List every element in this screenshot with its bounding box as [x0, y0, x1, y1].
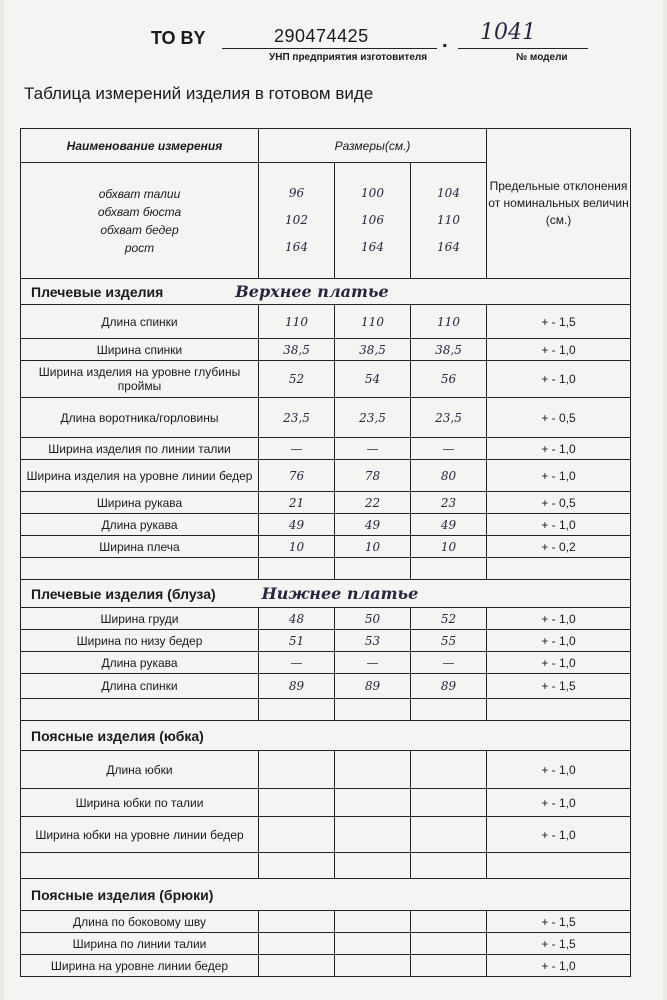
section-header [21, 879, 631, 911]
size-value [335, 853, 411, 879]
size-value: 89 [259, 674, 335, 699]
tolerance-value: + - 1,0 [487, 608, 631, 630]
table-row [21, 699, 631, 721]
section-header [21, 721, 631, 751]
size-3-bust: 110 [437, 213, 460, 227]
size-value [259, 817, 335, 853]
table-row [21, 514, 631, 536]
section-title: Плечевые изделия (блуза) [31, 586, 216, 602]
section-note: Нижнее платье [261, 584, 419, 603]
size-2-waist: 100 [361, 186, 384, 200]
separator-dot: . [442, 30, 448, 52]
size-value [259, 789, 335, 817]
tolerance-value: + - 0,5 [487, 398, 631, 438]
table-row [21, 933, 631, 955]
size-value: 76 [259, 460, 335, 492]
size-value: 38,5 [411, 339, 487, 361]
tolerance-value: + - 1,5 [487, 674, 631, 699]
size-value [335, 699, 411, 721]
measurement-name: Ширина изделия по линии талии [21, 438, 259, 460]
size-value [259, 853, 335, 879]
size-value [335, 955, 411, 977]
tolerance-value: + - 1,5 [487, 911, 631, 933]
size-value: 38,5 [259, 339, 335, 361]
size-value [411, 699, 487, 721]
table-row [21, 955, 631, 977]
size-value: 10 [259, 536, 335, 558]
size-value: 52 [411, 608, 487, 630]
size-value: 23,5 [335, 398, 411, 438]
size-1-waist: 96 [288, 186, 305, 200]
deviation-header: Предельные отклонения от номинальных величин (см.) [487, 129, 631, 279]
size-value: 89 [335, 674, 411, 699]
size-value: 52 [259, 361, 335, 398]
table-row [21, 460, 631, 492]
size-value [411, 933, 487, 955]
size-value [335, 911, 411, 933]
measurement-name [21, 558, 259, 580]
size-value: 50 [335, 608, 411, 630]
tolerance-value: + - 1,0 [487, 652, 631, 674]
section-header [21, 580, 631, 608]
measurement-name [21, 853, 259, 879]
size-value [259, 955, 335, 977]
size-value [411, 558, 487, 580]
measurement-name: Ширина груди [21, 608, 259, 630]
size-value [259, 699, 335, 721]
size-value: 55 [411, 630, 487, 652]
size-value: 89 [411, 674, 487, 699]
measurement-table [20, 128, 631, 977]
measurement-name: Ширина юбки на уровне линии бедер [21, 817, 259, 853]
tolerance-value: + - 0,2 [487, 536, 631, 558]
table-row [21, 911, 631, 933]
table-title: Таблица измерений изделия в готовом виде [24, 84, 374, 103]
size-value: — [411, 438, 487, 460]
tolerance-value: + - 1,0 [487, 460, 631, 492]
measurement-name: Длина спинки [21, 674, 259, 699]
size-value: 23 [411, 492, 487, 514]
size-col-2 [335, 163, 411, 279]
size-2-bust: 106 [361, 213, 384, 227]
size-value: 21 [259, 492, 335, 514]
measurement-name: Ширина юбки по талии [21, 789, 259, 817]
table-row [21, 652, 631, 674]
size-value: 110 [335, 305, 411, 339]
size-value: 49 [411, 514, 487, 536]
size-value [259, 911, 335, 933]
size-value: 48 [259, 608, 335, 630]
size-value [411, 955, 487, 977]
size-value: 23,5 [411, 398, 487, 438]
size-value [335, 751, 411, 789]
measurement-name: Ширина по низу бедер [21, 630, 259, 652]
measurement-name: Ширина по линии талии [21, 933, 259, 955]
table-row [21, 789, 631, 817]
table-row [21, 558, 631, 580]
measurement-name: Ширина рукава [21, 492, 259, 514]
tolerance-value [487, 558, 631, 580]
tolerance-value: + - 1,5 [487, 933, 631, 955]
size-value: 110 [411, 305, 487, 339]
unp-underline [222, 48, 437, 49]
table-row [21, 339, 631, 361]
size-2-height: 164 [361, 240, 384, 254]
table-row [21, 751, 631, 789]
tolerance-value: + - 0,5 [487, 492, 631, 514]
size-value: 49 [335, 514, 411, 536]
tolerance-value: + - 1,0 [487, 817, 631, 853]
size-value: 49 [259, 514, 335, 536]
size-1-height: 164 [285, 240, 308, 254]
size-value: — [411, 652, 487, 674]
tolerance-value: + - 1,0 [487, 361, 631, 398]
table-row [21, 817, 631, 853]
size-value [411, 789, 487, 817]
table-row [21, 438, 631, 460]
size-value [411, 751, 487, 789]
size-value: 54 [335, 361, 411, 398]
name-header: Наименование измерения [21, 129, 259, 163]
section-note: Верхнее платье [235, 282, 389, 301]
unp-caption: УНП предприятия изготовителя [269, 52, 428, 63]
size-value [411, 853, 487, 879]
section-title: Поясные изделия (юбка) [31, 727, 204, 744]
measurement-name [21, 699, 259, 721]
measurement-name: Ширина спинки [21, 339, 259, 361]
size-value: — [259, 652, 335, 674]
size-value: 10 [335, 536, 411, 558]
param-hips: обхват бедер [100, 222, 179, 237]
size-value: 23,5 [259, 398, 335, 438]
sizes-header: Размеры(см.) [259, 129, 487, 163]
tolerance-value: + - 1,0 [487, 751, 631, 789]
tolerance-value [487, 699, 631, 721]
size-value [411, 911, 487, 933]
size-value: — [335, 652, 411, 674]
tolerance-value: + - 1,0 [487, 339, 631, 361]
table-row [21, 853, 631, 879]
size-value [335, 789, 411, 817]
table-row [21, 492, 631, 514]
size-value: 53 [335, 630, 411, 652]
size-value [259, 751, 335, 789]
measurement-name: Ширина изделия на уровне глубины проймы [21, 361, 259, 398]
size-value: 56 [411, 361, 487, 398]
tolerance-value: + - 1,5 [487, 305, 631, 339]
tolerance-value: + - 1,0 [487, 514, 631, 536]
body-params [21, 163, 259, 279]
model-underline [458, 48, 588, 49]
section-title: Плечевые изделия [31, 284, 164, 300]
model-caption: № модели [516, 52, 568, 63]
tolerance-value: + - 1,0 [487, 630, 631, 652]
size-3-waist: 104 [437, 186, 460, 200]
size-col-3 [411, 163, 487, 279]
to-by-label: ТО BY [151, 28, 206, 48]
measurement-name: Ширина изделия на уровне линии бедер [21, 460, 259, 492]
size-value: 78 [335, 460, 411, 492]
table-row [21, 305, 631, 339]
measurement-name: Длина воротника/горловины [21, 398, 259, 438]
unp-value: 290474425 [274, 26, 369, 46]
measurement-name: Ширина на уровне линии бедер [21, 955, 259, 977]
size-value [335, 933, 411, 955]
size-value [259, 558, 335, 580]
size-value: 110 [259, 305, 335, 339]
measurement-name: Длина спинки [21, 305, 259, 339]
measurement-name: Длина по боковому шву [21, 911, 259, 933]
tolerance-value: + - 1,0 [487, 789, 631, 817]
size-col-1 [259, 163, 335, 279]
param-waist: обхват талии [98, 186, 181, 201]
size-value: 10 [411, 536, 487, 558]
section-title: Поясные изделия (брюки) [31, 886, 214, 903]
measurement-name: Длина рукава [21, 514, 259, 536]
tolerance-value: + - 1,0 [487, 955, 631, 977]
size-value: — [335, 438, 411, 460]
table-row [21, 630, 631, 652]
size-value [335, 817, 411, 853]
size-value: 80 [411, 460, 487, 492]
table-row [21, 361, 631, 398]
tolerance-value [487, 853, 631, 879]
measurement-name: Ширина плеча [21, 536, 259, 558]
measurement-name: Длина юбки [21, 751, 259, 789]
param-bust: обхват бюста [97, 204, 182, 219]
size-value: 22 [335, 492, 411, 514]
model-value: 1041 [480, 20, 536, 45]
table-row [21, 674, 631, 699]
table-row [21, 536, 631, 558]
size-1-bust: 102 [285, 213, 308, 227]
size-value [259, 933, 335, 955]
size-value [411, 817, 487, 853]
size-3-height: 164 [437, 240, 460, 254]
size-value: 51 [259, 630, 335, 652]
param-height: рост [124, 240, 155, 255]
section-header [21, 279, 631, 305]
size-value: — [259, 438, 335, 460]
table-row [21, 398, 631, 438]
measurement-name: Длина рукава [21, 652, 259, 674]
table-row [21, 608, 631, 630]
tolerance-value: + - 1,0 [487, 438, 631, 460]
size-value [335, 558, 411, 580]
size-value: 38,5 [335, 339, 411, 361]
